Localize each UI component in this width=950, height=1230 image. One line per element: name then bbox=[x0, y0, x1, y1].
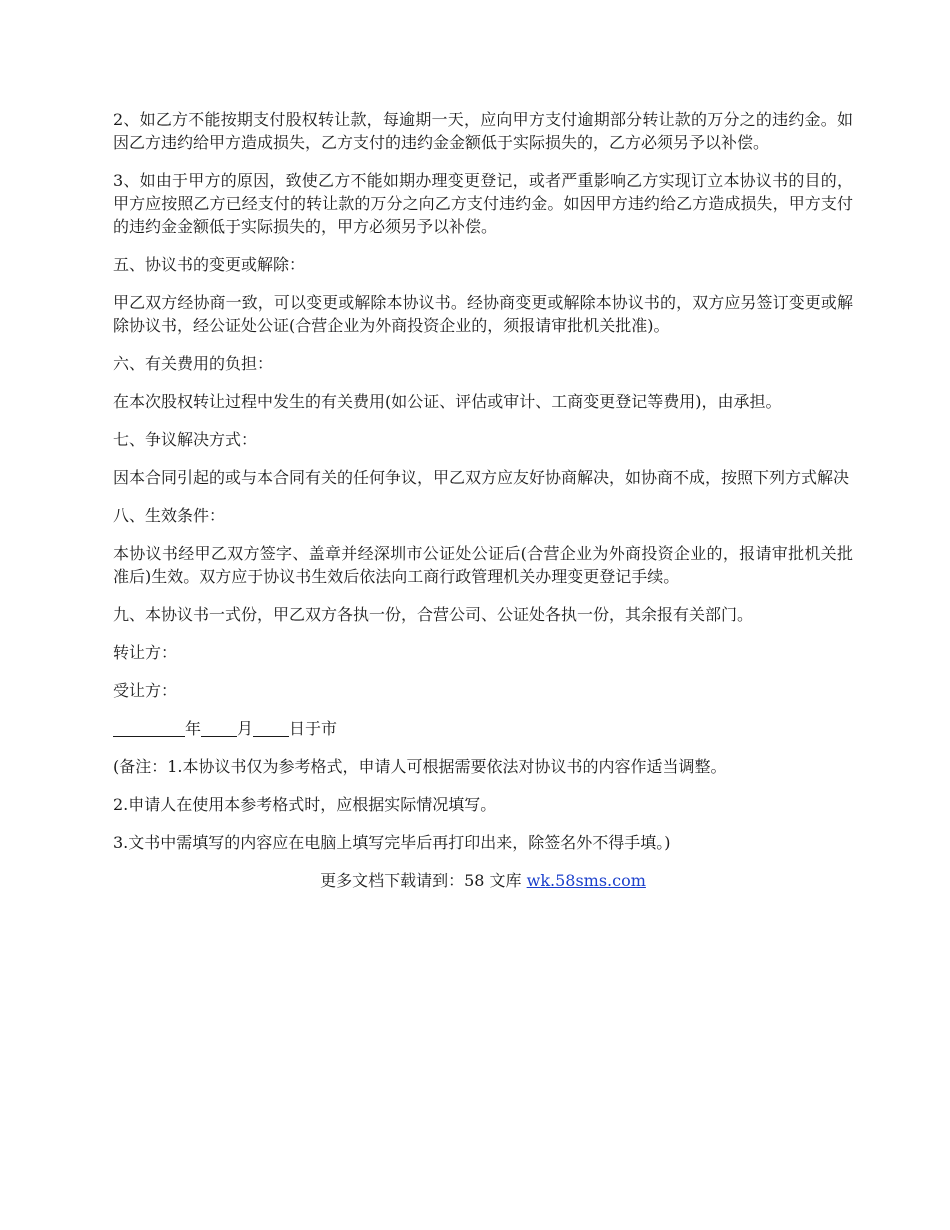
transferee-label: 受让方： bbox=[113, 681, 178, 700]
document-body bbox=[113, 108, 853, 908]
section-7-heading: 七、争议解决方式： bbox=[113, 430, 258, 449]
transferor-label: 转让方： bbox=[113, 643, 178, 662]
year-blank bbox=[113, 718, 185, 737]
section-6-heading: 六、有关费用的负担： bbox=[113, 354, 274, 373]
note-2: 2.申请人在使用本参考格式时，应根据实际情况填写。 bbox=[113, 795, 497, 814]
section-7-paragraph: 因本合同引起的或与本合同有关的任何争议，甲乙双方应友好协商解决，如协商不成，按照下列方式解决 bbox=[113, 468, 850, 487]
clause-2-paragraph: 2、如乙方不能按期支付股权转让款，每逾期一天，应向甲方支付逾期部分转让款的万分之的违约金。如因乙方违约给甲方造成损失，乙方支付的违约金金额低于实际损失的，乙方必须另予以补偿。 bbox=[113, 110, 853, 152]
day-label: 日于市 bbox=[289, 719, 338, 738]
section-5-heading: 五、协议书的变更或解除： bbox=[113, 255, 306, 274]
section-5-paragraph: 甲乙双方经协商一致，可以变更或解除本协议书。经协商变更或解除本协议书的，双方应另签订变更或解除协议书，经公证处公证(合营企业为外商投资企业的，须报请审批机关批准)。 bbox=[113, 293, 853, 335]
day-blank bbox=[253, 718, 289, 737]
footer-link[interactable]: wk.58sms.com bbox=[526, 871, 646, 890]
section-8-paragraph: 本协议书经甲乙双方签字、盖章并经深圳市公证处公证后(合营企业为外商投资企业的，报请审批机关批准后)生效。双方应于协议书生效后依法向工商行政管理机关办理变更登记手续。 bbox=[113, 544, 853, 586]
month-blank bbox=[201, 718, 237, 737]
section-8-heading: 八、生效条件： bbox=[113, 506, 226, 525]
footer-prefix: 更多文档下载请到：58 文库 bbox=[320, 871, 527, 890]
section-9-paragraph: 九、本协议书一式份，甲乙双方各执一份，合营公司、公证处各执一份，其余报有关部门。 bbox=[113, 605, 754, 624]
note-3: 3.文书中需填写的内容应在电脑上填写完毕后再打印出来，除签名外不得手填。) bbox=[113, 833, 671, 852]
date-line bbox=[113, 717, 853, 740]
month-label: 月 bbox=[237, 719, 254, 738]
section-6-paragraph: 在本次股权转让过程中发生的有关费用(如公证、评估或审计、工商变更登记等费用)，由承担。 bbox=[113, 392, 782, 411]
year-label: 年 bbox=[185, 719, 202, 738]
clause-3-paragraph: 3、如由于甲方的原因，致使乙方不能如期办理变更登记，或者严重影响乙方实现订立本协议书的目的，甲方应按照乙方已经支付的转让款的万分之向乙方支付违约金。如因甲方违约给乙方造成损失，甲方支付的违约金金额低于实际损失的，甲方必须另予以补偿。 bbox=[113, 171, 853, 236]
footer bbox=[113, 869, 853, 892]
note-1: (备注：1.本协议书仅为参考格式，申请人可根据需要依法对协议书的内容作适当调整。 bbox=[113, 757, 727, 776]
